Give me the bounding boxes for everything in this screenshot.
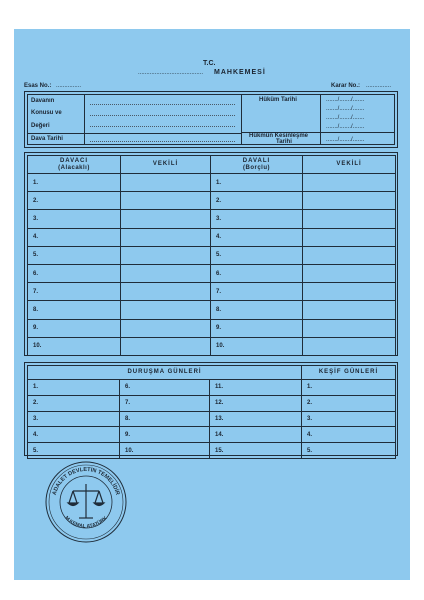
case-date-line[interactable] bbox=[90, 141, 235, 142]
seal-top-text: ADALET DEVLETİN TEMELİDİR bbox=[51, 466, 121, 496]
durusma-date-cell[interactable]: 12. bbox=[210, 395, 302, 411]
hukum-date-4[interactable]: ......./......./....... bbox=[326, 124, 365, 130]
court-name-blank[interactable]: ....................................... bbox=[138, 70, 204, 76]
davaci-vekili-cell[interactable] bbox=[121, 210, 211, 228]
party-row bbox=[28, 246, 396, 264]
davali-vekili-cell[interactable] bbox=[303, 337, 396, 355]
davali-vekili-cell[interactable] bbox=[303, 283, 396, 301]
party-row bbox=[28, 337, 396, 355]
durusma-date-cell[interactable]: 15. bbox=[210, 443, 302, 459]
kesinlesme-label-2: Tarihi bbox=[276, 139, 292, 145]
subject-line-2[interactable] bbox=[90, 115, 235, 116]
hearings-table bbox=[27, 365, 396, 459]
davali-cell[interactable]: 1. bbox=[211, 174, 303, 192]
davali-vekili-cell[interactable] bbox=[303, 228, 396, 246]
davali-vekili-cell[interactable] bbox=[303, 319, 396, 337]
durusma-date-cell[interactable]: 1. bbox=[28, 380, 120, 396]
davaci-cell[interactable]: 1. bbox=[28, 174, 121, 192]
davaci-vekili-cell[interactable] bbox=[121, 228, 211, 246]
konusu-label: Konusu ve bbox=[31, 110, 62, 116]
vekili-header: VEKİLİ bbox=[121, 156, 211, 174]
karar-label: Karar No.: bbox=[331, 83, 361, 89]
hukum-tarihi-label: Hüküm Tarihi bbox=[259, 97, 297, 103]
davaci-cell[interactable]: 3. bbox=[28, 210, 121, 228]
davali-vekili-cell[interactable] bbox=[303, 210, 396, 228]
davali-cell[interactable]: 7. bbox=[211, 283, 303, 301]
davaci-cell[interactable]: 7. bbox=[28, 283, 121, 301]
davaci-cell[interactable]: 10. bbox=[28, 337, 121, 355]
durusma-header: DURUŞMA GÜNLERİ bbox=[28, 366, 302, 380]
hukum-date-1[interactable]: ......./......./....... bbox=[326, 97, 365, 103]
durusma-date-cell[interactable]: 8. bbox=[120, 411, 210, 427]
hearing-row bbox=[28, 427, 396, 443]
karar-no-field[interactable]: ............... bbox=[366, 83, 392, 89]
esas-label: Esas No.: bbox=[24, 83, 52, 89]
davali-vekili-cell[interactable] bbox=[303, 246, 396, 264]
kesif-date-cell[interactable]: 1. bbox=[302, 380, 396, 396]
davali-vekili-cell[interactable] bbox=[303, 174, 396, 192]
davanin-label: Davanın bbox=[31, 98, 55, 104]
kesinlesme-date[interactable]: ......./......./....... bbox=[326, 137, 365, 143]
seal-bottom-text: M.KEMAL ATATÜRK bbox=[63, 515, 109, 530]
durusma-date-cell[interactable]: 13. bbox=[210, 411, 302, 427]
davaci-cell[interactable]: 6. bbox=[28, 264, 121, 282]
durusma-date-cell[interactable]: 9. bbox=[120, 427, 210, 443]
degeri-label: Değeri bbox=[31, 123, 50, 129]
hearing-row bbox=[28, 380, 396, 396]
durusma-date-cell[interactable]: 3. bbox=[28, 411, 120, 427]
davali-vekili-cell[interactable] bbox=[303, 301, 396, 319]
kesif-header: KEŞİF GÜNLERİ bbox=[302, 366, 396, 380]
party-row bbox=[28, 301, 396, 319]
durusma-date-cell[interactable]: 10. bbox=[120, 443, 210, 459]
vekili-header-2: VEKİLİ bbox=[303, 156, 396, 174]
davaci-cell[interactable]: 5. bbox=[28, 246, 121, 264]
esas-no-field[interactable]: ............... bbox=[56, 83, 82, 89]
party-row bbox=[28, 174, 396, 192]
party-row bbox=[28, 319, 396, 337]
kesif-date-cell[interactable]: 4. bbox=[302, 427, 396, 443]
davaci-header: DAVACI (Alacaklı) bbox=[28, 156, 121, 174]
party-row bbox=[28, 192, 396, 210]
party-row bbox=[28, 283, 396, 301]
davali-cell[interactable]: 2. bbox=[211, 192, 303, 210]
davaci-vekili-cell[interactable] bbox=[121, 264, 211, 282]
davali-header: DAVALI (Borçlu) bbox=[211, 156, 303, 174]
subject-line-3[interactable] bbox=[90, 126, 235, 127]
durusma-date-cell[interactable]: 7. bbox=[120, 395, 210, 411]
subject-line-1[interactable] bbox=[90, 104, 235, 105]
tc-title: T.C. bbox=[203, 60, 216, 67]
party-row bbox=[28, 228, 396, 246]
dava-tarihi-label: Dava Tarihi bbox=[31, 136, 63, 142]
davaci-vekili-cell[interactable] bbox=[121, 301, 211, 319]
davali-cell[interactable]: 5. bbox=[211, 246, 303, 264]
davali-cell[interactable]: 3. bbox=[211, 210, 303, 228]
davaci-vekili-cell[interactable] bbox=[121, 283, 211, 301]
durusma-date-cell[interactable]: 11. bbox=[210, 380, 302, 396]
davali-cell[interactable]: 4. bbox=[211, 228, 303, 246]
hearing-row bbox=[28, 443, 396, 459]
davali-cell[interactable]: 9. bbox=[211, 319, 303, 337]
durusma-date-cell[interactable]: 6. bbox=[120, 380, 210, 396]
parties-table bbox=[27, 155, 396, 356]
kesinlesme-label: Hükmün Kesinleşme bbox=[249, 133, 309, 139]
davaci-vekili-cell[interactable] bbox=[121, 319, 211, 337]
court-title: MAHKEMESİ bbox=[214, 69, 266, 76]
durusma-date-cell[interactable]: 2. bbox=[28, 395, 120, 411]
davali-cell[interactable]: 10. bbox=[211, 337, 303, 355]
kesif-date-cell[interactable]: 5. bbox=[302, 443, 396, 459]
davaci-vekili-cell[interactable] bbox=[121, 337, 211, 355]
davali-vekili-cell[interactable] bbox=[303, 192, 396, 210]
durusma-date-cell[interactable]: 14. bbox=[210, 427, 302, 443]
justice-seal-icon bbox=[44, 460, 128, 544]
hukum-date-2[interactable]: ......./......./....... bbox=[326, 106, 365, 112]
davaci-cell[interactable]: 8. bbox=[28, 301, 121, 319]
durusma-date-cell[interactable]: 4. bbox=[28, 427, 120, 443]
party-row bbox=[28, 210, 396, 228]
davaci-cell[interactable]: 9. bbox=[28, 319, 121, 337]
davaci-vekili-cell[interactable] bbox=[121, 192, 211, 210]
davali-vekili-cell[interactable] bbox=[303, 264, 396, 282]
davaci-vekili-cell[interactable] bbox=[121, 246, 211, 264]
davaci-vekili-cell[interactable] bbox=[121, 174, 211, 192]
hearing-row bbox=[28, 395, 396, 411]
davali-cell[interactable]: 6. bbox=[211, 264, 303, 282]
hearing-row bbox=[28, 411, 396, 427]
kesif-date-cell[interactable]: 2. bbox=[302, 395, 396, 411]
davali-cell[interactable]: 8. bbox=[211, 301, 303, 319]
davaci-cell[interactable]: 4. bbox=[28, 228, 121, 246]
kesif-date-cell[interactable]: 3. bbox=[302, 411, 396, 427]
davaci-cell[interactable]: 2. bbox=[28, 192, 121, 210]
party-row bbox=[28, 264, 396, 282]
hukum-date-3[interactable]: ......./......./....... bbox=[326, 115, 365, 121]
durusma-date-cell[interactable]: 5. bbox=[28, 443, 120, 459]
